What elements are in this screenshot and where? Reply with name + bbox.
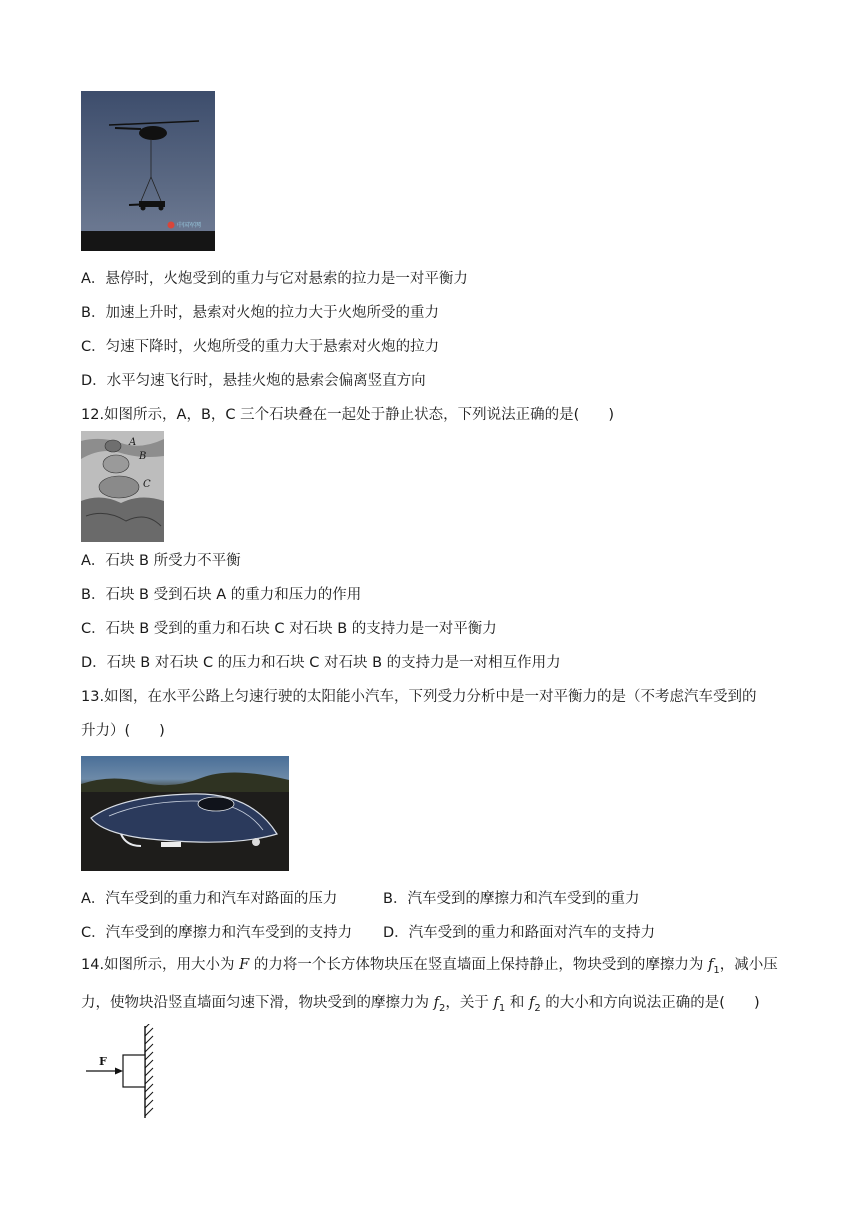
q14-stem (81, 949, 781, 1025)
q12-option-d: D．石块 B 对石块 C 的压力和石块 C 对石块 B 的支持力是一对相互作用力 (81, 655, 561, 671)
stacked-stones-photo (81, 431, 164, 542)
q13-stem-line1: 13.如图，在水平公路上匀速行驶的太阳能小汽车，下列受力分析中是一对平衡力的是（不考虑汽车受到的 (81, 689, 757, 705)
q11-option-c: C．匀速下降时，火炮所受的重力大于悬索对火炮的拉力 (81, 339, 440, 355)
q12-stem: 12.如图所示，A，B，C 三个石块叠在一起处于静止状态，下列说法正确的是( ) (81, 407, 614, 423)
q14-stem-part3: ，减小压力，使物块沿竖直墙面匀速下滑，物块受到的摩擦力为 (81, 957, 778, 1011)
solar-car-photo (81, 756, 289, 871)
stacked-stones-illustration (81, 431, 164, 542)
solar-car-illustration (81, 756, 289, 871)
q13-stem-line2: 升力）( ) (81, 723, 165, 739)
helicopter-photo (81, 91, 215, 251)
q14-f1-subscript-2: 1 (498, 1002, 506, 1014)
q14-stem-part2: 的力将一个长方体物块压在竖直墙面上保持静止，物块受到的摩擦力为 (249, 957, 708, 973)
stone-label-b: B (139, 451, 147, 462)
q12-option-a: A．石块 B 所受力不平衡 (81, 553, 241, 569)
q14-f2-symbol: f (433, 994, 439, 1011)
force-arrowhead (115, 1068, 123, 1075)
q12-option-c: C．石块 B 受到的重力和石块 C 对石块 B 的支持力是一对平衡力 (81, 621, 497, 637)
q14-f1-symbol-2: f (493, 994, 499, 1011)
q13-option-c: C．汽车受到的摩擦力和汽车受到的支持力 (81, 925, 353, 941)
q13-option-a: A．汽车受到的重力和汽车对路面的压力 (81, 891, 338, 907)
q14-f2-symbol-2: f (528, 994, 535, 1011)
q13-option-b: B．汽车受到的摩擦力和汽车受到的重力 (383, 891, 640, 907)
stone-label-a: A (129, 437, 137, 448)
q14-stem-part6: 的大小和方向说法正确的是( ) (540, 994, 760, 1011)
q11-option-b: B．加速上升时，悬索对火炮的拉力大于火炮所受的重力 (81, 305, 439, 321)
logo-icon (168, 222, 175, 229)
q14-force-symbol: F (239, 957, 250, 973)
q12-option-b: B．石块 B 受到石块 A 的重力和压力的作用 (81, 587, 362, 603)
q14-f1-symbol: f (707, 957, 714, 973)
stone-label-c: C (143, 479, 151, 490)
wall-block-diagram (84, 1024, 164, 1120)
wall-block-illustration (84, 1024, 164, 1120)
q11-option-d: D．水平匀速飞行时，悬挂火炮的悬索会偏离竖直方向 (81, 373, 426, 389)
q14-f2-subscript: 2 (438, 1002, 446, 1014)
q14-stem-part4: ，关于 (445, 994, 494, 1011)
q14-stem-part5: 和 (505, 994, 529, 1011)
q14-f1-subscript: 1 (713, 964, 720, 976)
block-rect (123, 1055, 145, 1087)
logo-text: 中国军网 (177, 222, 202, 229)
wall-hatching (145, 1024, 153, 1116)
helicopter-illustration (81, 91, 215, 251)
q14-f2-subscript-2: 2 (534, 1002, 541, 1014)
q13-option-d: D．汽车受到的重力和路面对汽车的支持力 (383, 925, 656, 941)
q14-stem-part1: 14.如图所示，用大小为 (81, 957, 240, 973)
force-label: F (99, 1055, 107, 1068)
q11-option-a: A．悬停时，火炮受到的重力与它对悬索的拉力是一对平衡力 (81, 271, 468, 287)
